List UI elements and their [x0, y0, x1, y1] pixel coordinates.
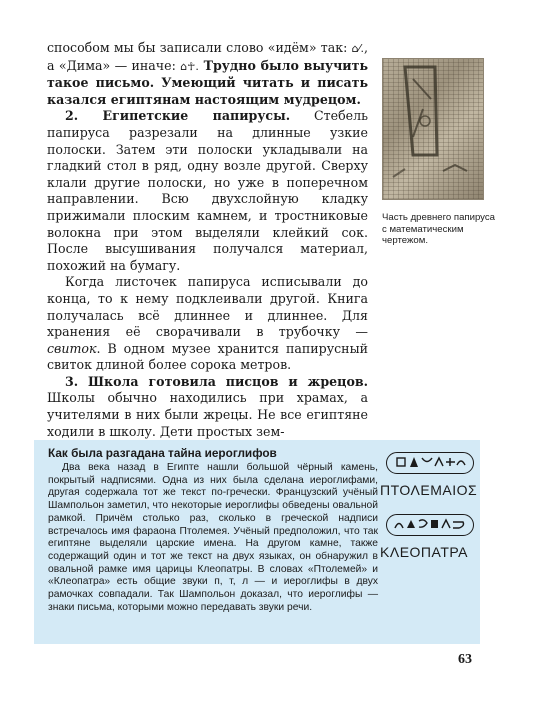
cartouche-cleopatra-name: ΚΛΕΟΠΑΤΡΑ [380, 544, 469, 560]
term-scroll: свиток [47, 340, 97, 356]
paragraph-1 [47, 40, 368, 108]
section-heading-school: 3. Школа готовила писцов и жрецов. [65, 373, 368, 389]
p1-text-c: Трудно было выучить такое письмо. Умеющий читать и писать казался египтянам настоящим мудрецом. [47, 57, 369, 107]
p3-text-b: . В одном музее хранится папирусный свиток длиной более сорока метров. [47, 340, 368, 373]
cartouche-ptolemy-name: ΠΤΟΛΕΜΑΙΟΣ [380, 482, 478, 498]
page-number: 63 [458, 652, 472, 667]
info-box [34, 440, 480, 644]
info-box-text [48, 462, 378, 614]
cartouche-cleopatra-icon [386, 514, 474, 536]
info-box-title: Как была разгадана тайна иероглифов [48, 446, 277, 460]
figure-caption: Часть древнего папируса с математическим чертежом. [382, 212, 496, 247]
info-box-paragraph: Два века назад в Египте нашли большой чёрный камень, покрытый надписями. Одна из них была сделана иероглифами, другая содержала тот же текст по-гречески. Французский учёный Шампольон заметил, что некоторые иероглифы обведены овальной рамкой. Причём столько раз, сколько в греческой надписи встречалось имя фараона Птолемея. Учёный предположил, что так египтяне выделяли царские имена. На другом камне, также содержащий один и тот же текст на двух языках, он обнаружил в овальной рамке имя царицы Клеопатры. В словах «Птолемей» и «Клеопатра» есть общие звуки п, т, л — и иероглифы в двух рамочках совпадали. Так Шампольон доказал, что иероглифы — знаки письма, которыми можно передавать звуки речи. [48, 462, 378, 613]
p2-text: Стебель папируса разрезали на длинные узкие полоски. Затем эти полоски укладывали на гладкий стол в ряд, одну возле другой. Сверху клали другие полоски, но уже в поперечном направлении. Всю двухслойную кладку прижимали плоским камнем, и тростниковые волокна при этом выделяли клейкий сок. После высушивания получался материал, похожий на бумагу. [47, 108, 368, 273]
main-text [47, 40, 368, 440]
p1-text-a: способом мы бы записали слово «идём» так: [47, 40, 352, 55]
hieroglyph-ideom-icon: ⌂⁄. [351, 42, 364, 55]
section-heading-papyrus: 2. Египетские папирусы. [65, 108, 291, 124]
papyrus-image [382, 58, 484, 200]
p1-text-b: , а «Дима» — иначе: [47, 40, 368, 73]
paragraph-2 [47, 108, 368, 274]
p3-text-a: Когда листочек папируса исписывали до конца, то к нему подклеивали другой. Книга получалась всё длиннее и длиннее. Для хранения её сворачивали в трубочку — [47, 274, 368, 340]
paragraph-4 [47, 374, 368, 440]
p4-text: Школы обычно находились при храмах, а учителями в них были жрецы. Не все египтяне ходили в школу. Дети простых зем- [47, 390, 368, 439]
math-drawing-icon [383, 59, 483, 199]
cartouche-ptolemy-icon [386, 452, 474, 474]
hieroglyph-dima-icon: ⌂☥. [180, 59, 199, 73]
paragraph-3 [47, 274, 368, 374]
